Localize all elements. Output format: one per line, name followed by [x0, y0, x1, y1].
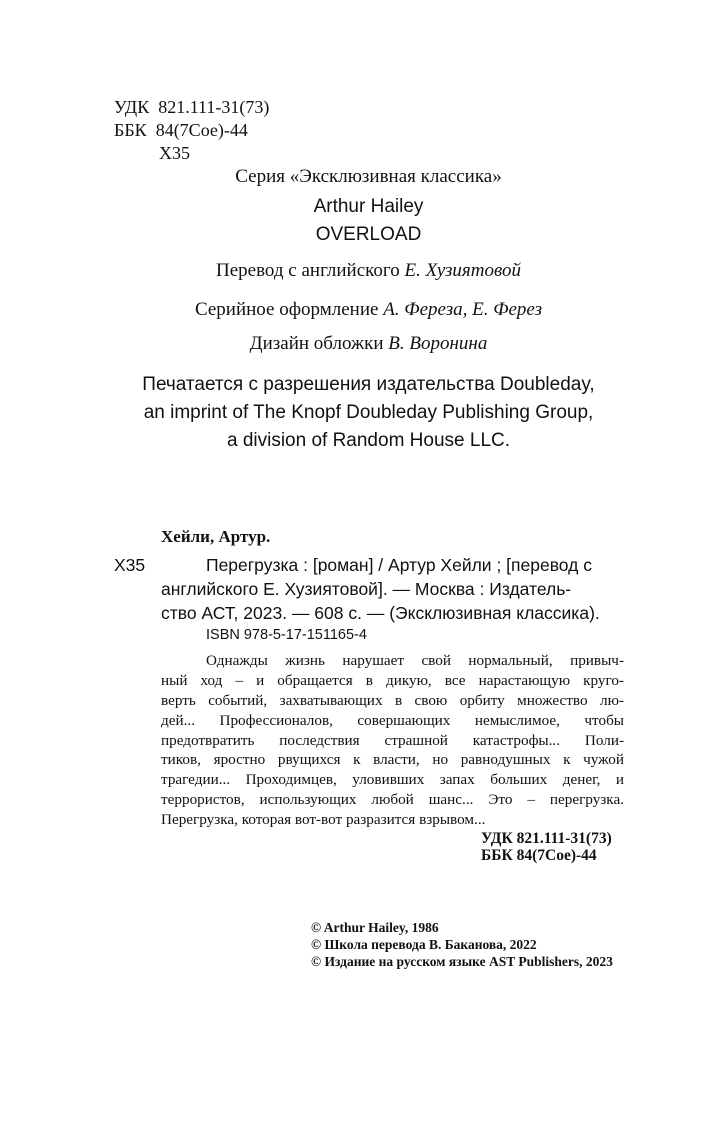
permission-line: a division of Random House LLC. — [226, 430, 511, 451]
permission-line: Печатается с разрешения издательства Doubleday, — [142, 374, 595, 395]
translation-credit — [14, 260, 709, 282]
annotation-line: террористов, использующих любой шанс... Это – перегрузка. — [161, 791, 624, 809]
catalog-mark: Х35 — [114, 555, 146, 575]
original-title: OVERLOAD — [315, 224, 422, 245]
annotation-line: Перегрузка, которая вот-вот разразится взрывом... — [161, 811, 486, 829]
annotation-line: предотвратить последствия страшной катастрофы... Поли- — [161, 731, 624, 749]
series-title: Серия «Эксклюзивная классика» — [235, 166, 502, 187]
series-designers: А. Фереза, Е. Ферез — [383, 299, 543, 320]
annotation-line: Однажды жизнь нарушает свой нормальный, привыч- — [206, 652, 624, 669]
cover-design-credit — [14, 333, 709, 355]
bbk-value: 84(7Сое)-44 — [155, 120, 248, 140]
copyright-block — [311, 919, 613, 970]
cover-design-label: Дизайн обложки — [249, 333, 384, 354]
udk-label: УДК — [114, 97, 150, 117]
bbk-label: ББК — [114, 120, 147, 140]
description-line: английского Е. Хузиятовой]. — Москва : Издатель- — [161, 579, 572, 599]
bbk-line — [114, 121, 248, 139]
copyright-line: © Arthur Hailey, 1986 — [311, 920, 439, 935]
annotation-line: трагедии... Проходимцев, уловивших запах больших денег, и — [161, 771, 624, 789]
catalog-codes — [481, 830, 612, 864]
copyright-line: © Издание на русском языке AST Publishers, 2023 — [311, 954, 613, 969]
udk-value: 821.111-31(73) — [158, 97, 270, 117]
cover-designer: В. Воронина — [388, 333, 488, 354]
catalog-bbk: ББК 84(7Сое)-44 — [481, 847, 597, 864]
annotation-line: верть событий, захватывающих в свою орбиту множество лю- — [161, 691, 624, 709]
catalog-author-heading: Хейли, Артур. — [161, 527, 271, 546]
permission-line: an imprint of The Knopf Doubleday Publishing Group, — [143, 402, 594, 423]
series-design-credit — [14, 299, 709, 321]
annotation-line: тиков, яростно рвущихся к власти, но равнодушных к чужой — [161, 751, 624, 769]
bibliographic-description — [161, 553, 624, 625]
translator-name: Е. Хузиятовой — [404, 260, 521, 281]
author-mark: Х35 — [159, 143, 190, 163]
annotation — [161, 651, 624, 830]
isbn: ISBN 978-5-17-151165-4 — [206, 627, 367, 643]
description-line: ство АСТ, 2023. — 608 с. — (Эксклюзивная классика). — [161, 603, 600, 623]
copyright-line: © Школа перевода В. Баканова, 2022 — [311, 937, 537, 952]
series-design-label: Серийное оформление — [194, 299, 379, 320]
permission-notice — [14, 371, 709, 455]
udk-line — [114, 98, 269, 116]
original-author: Arthur Hailey — [313, 196, 424, 217]
translation-label: Перевод с английского — [216, 260, 400, 281]
catalog-udk: УДК 821.111-31(73) — [481, 830, 612, 847]
description-line: Перегрузка : [роман] / Артур Хейли ; [перевод с — [206, 555, 592, 575]
annotation-line: ный ход – и обращается в дикую, все нарастающую круго- — [161, 671, 624, 689]
annotation-line: дей... Профессионалов, совершающих немыслимое, чтобы — [161, 711, 624, 729]
